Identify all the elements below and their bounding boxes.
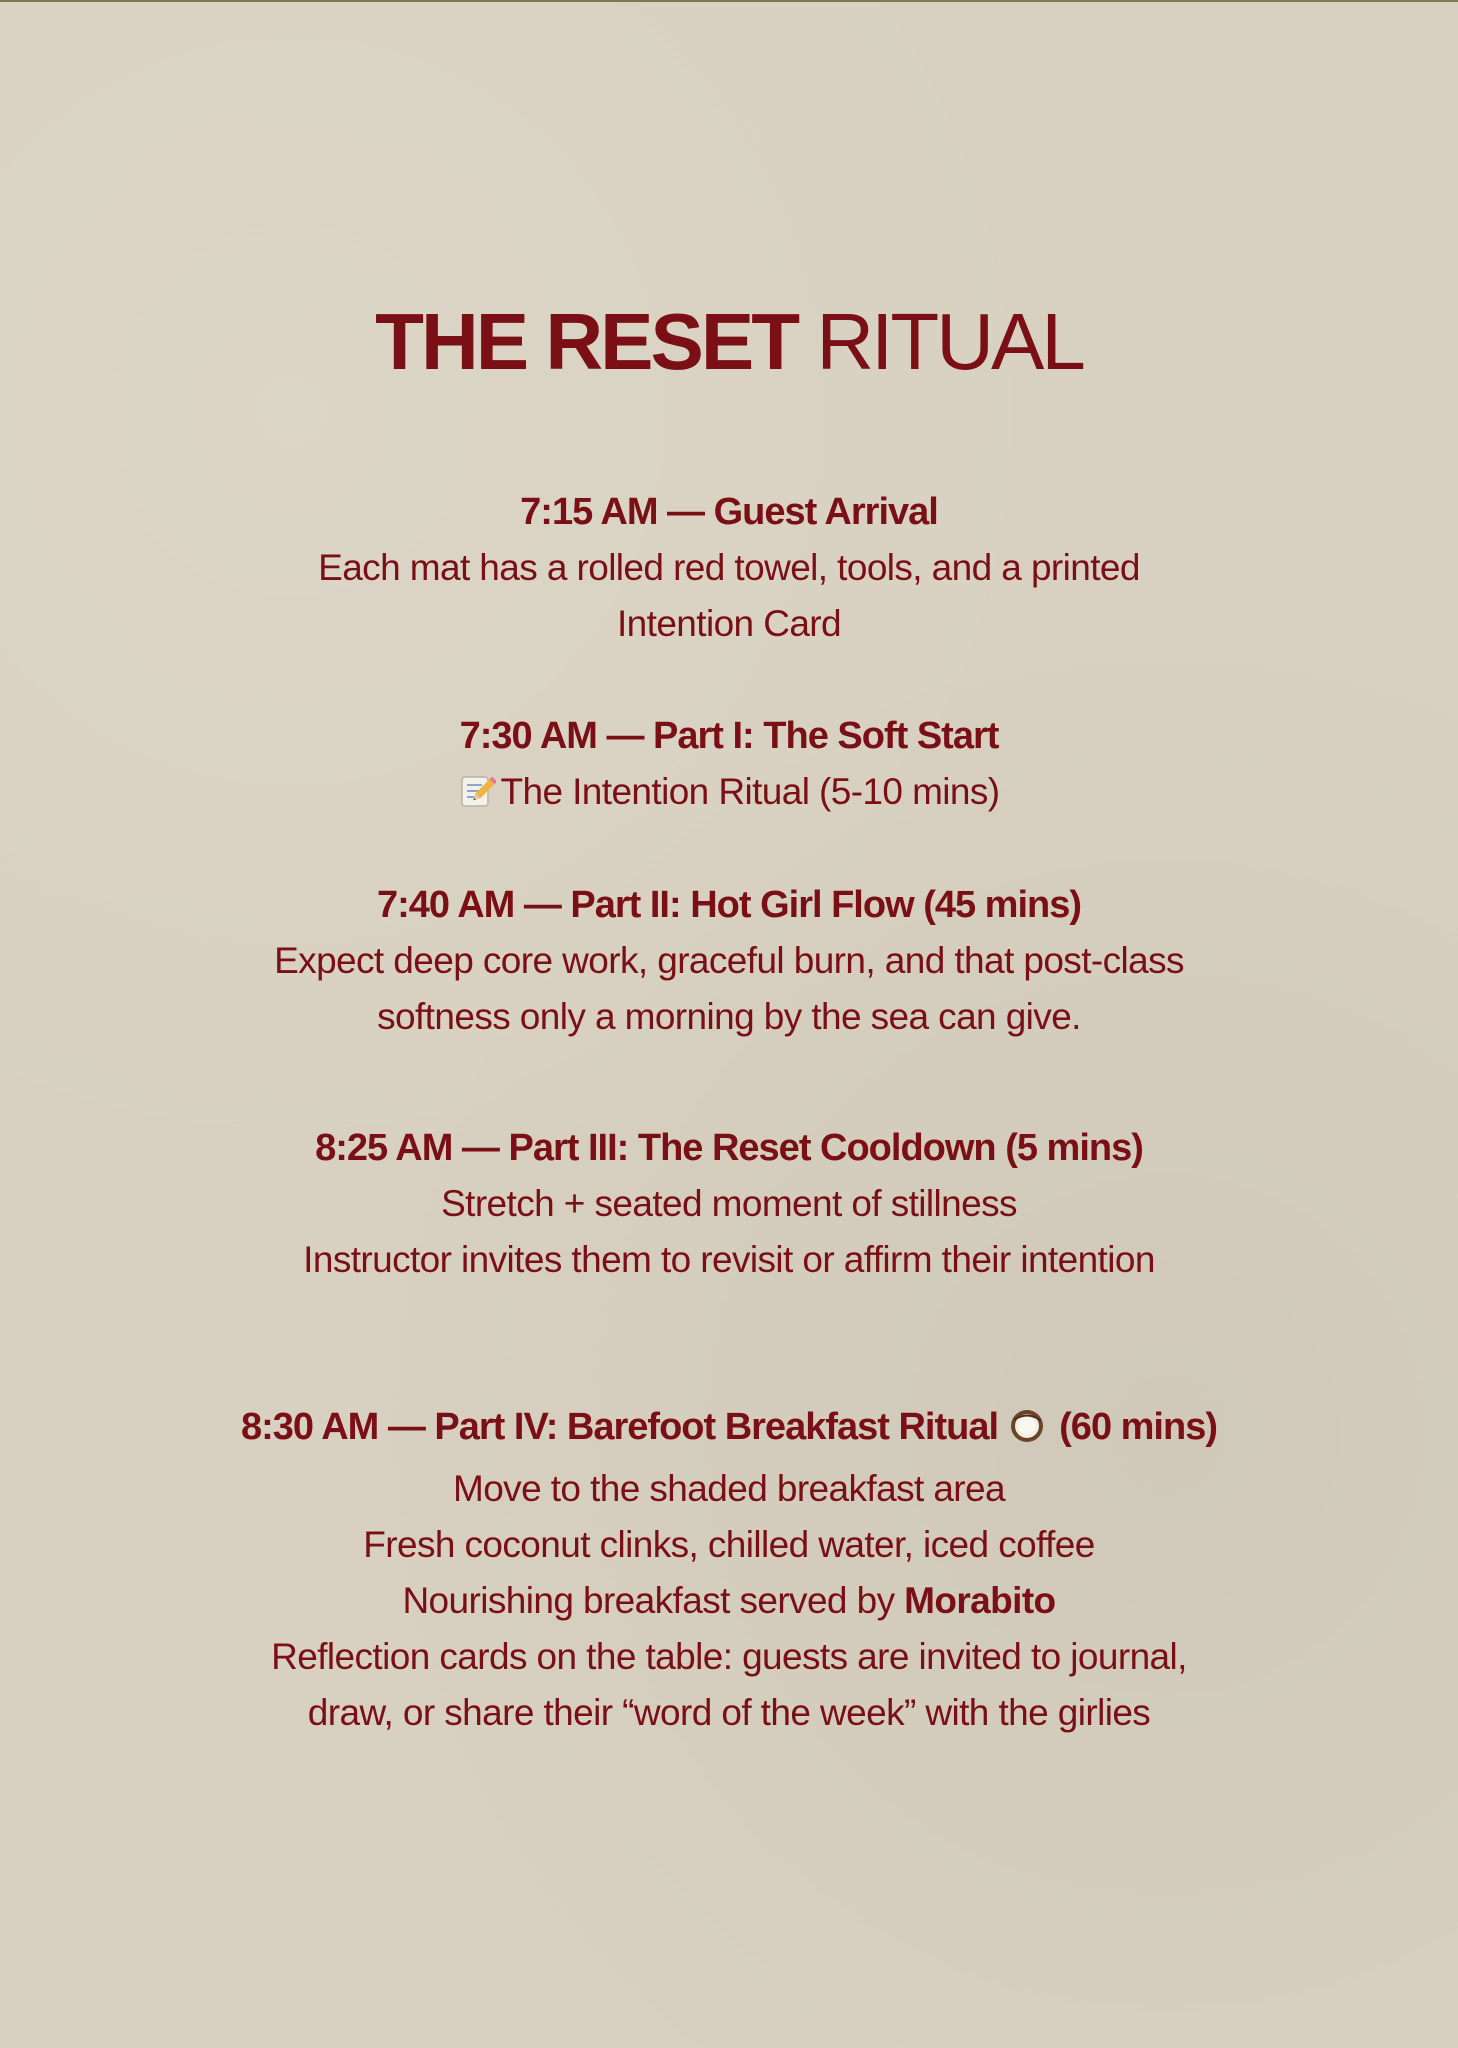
page-title xyxy=(0,294,1458,390)
schedule-heading: 7:40 AM — Part II: Hot Girl Flow (45 mins) xyxy=(376,884,1082,926)
schedule-line: Each mat has a rolled red towel, tools, and a printed xyxy=(318,547,1140,588)
schedule-heading: 7:15 AM — Guest Arrival xyxy=(520,491,938,533)
schedule-item-hot-girl-flow xyxy=(0,877,1458,1045)
schedule-line-text: The Intention Ritual (5-10 mins) xyxy=(500,771,1000,812)
schedule-line xyxy=(0,1573,1458,1629)
memo-pencil-icon xyxy=(458,770,496,826)
schedule-item-soft-start xyxy=(0,708,1458,826)
schedule-line: Move to the shaded breakfast area xyxy=(452,1468,1005,1509)
title-bold: THE RESET xyxy=(375,297,798,386)
served-by-prefix: Nourishing breakfast served by xyxy=(402,1580,905,1621)
schedule-heading: 8:25 AM — Part III: The Reset Cooldown (5 mins) xyxy=(315,1127,1143,1169)
schedule-item-barefoot-breakfast xyxy=(0,1399,1458,1741)
schedule-heading-text: 8:30 AM — Part IV: Barefoot Breakfast Ritual xyxy=(241,1406,999,1448)
schedule-heading: 7:30 AM — Part I: The Soft Start xyxy=(459,715,999,757)
schedule-line: Stretch + seated moment of stillness xyxy=(441,1183,1017,1224)
schedule-line: Reflection cards on the table: guests are invited to journal, xyxy=(271,1636,1187,1677)
schedule-item-guest-arrival xyxy=(0,484,1458,652)
caterer-name: Morabito xyxy=(904,1580,1056,1621)
schedule-heading-duration: (60 mins) xyxy=(1059,1406,1217,1448)
schedule-line: Fresh coconut clinks, chilled water, iced coffee xyxy=(363,1524,1095,1565)
schedule-line: softness only a morning by the sea can give. xyxy=(377,996,1081,1037)
coconut-icon xyxy=(1008,1405,1046,1461)
schedule-line: draw, or share their “word of the week” with the girlies xyxy=(307,1692,1151,1733)
schedule-line: Intention Card xyxy=(616,603,842,644)
schedule-line: Expect deep core work, graceful burn, and that post-class xyxy=(274,940,1184,981)
schedule-heading xyxy=(0,1399,1458,1461)
schedule-line xyxy=(0,764,1458,826)
schedule-line: Instructor invites them to revisit or affirm their intention xyxy=(303,1239,1155,1280)
schedule-item-reset-cooldown xyxy=(0,1120,1458,1288)
title-light: RITUAL xyxy=(816,297,1083,386)
